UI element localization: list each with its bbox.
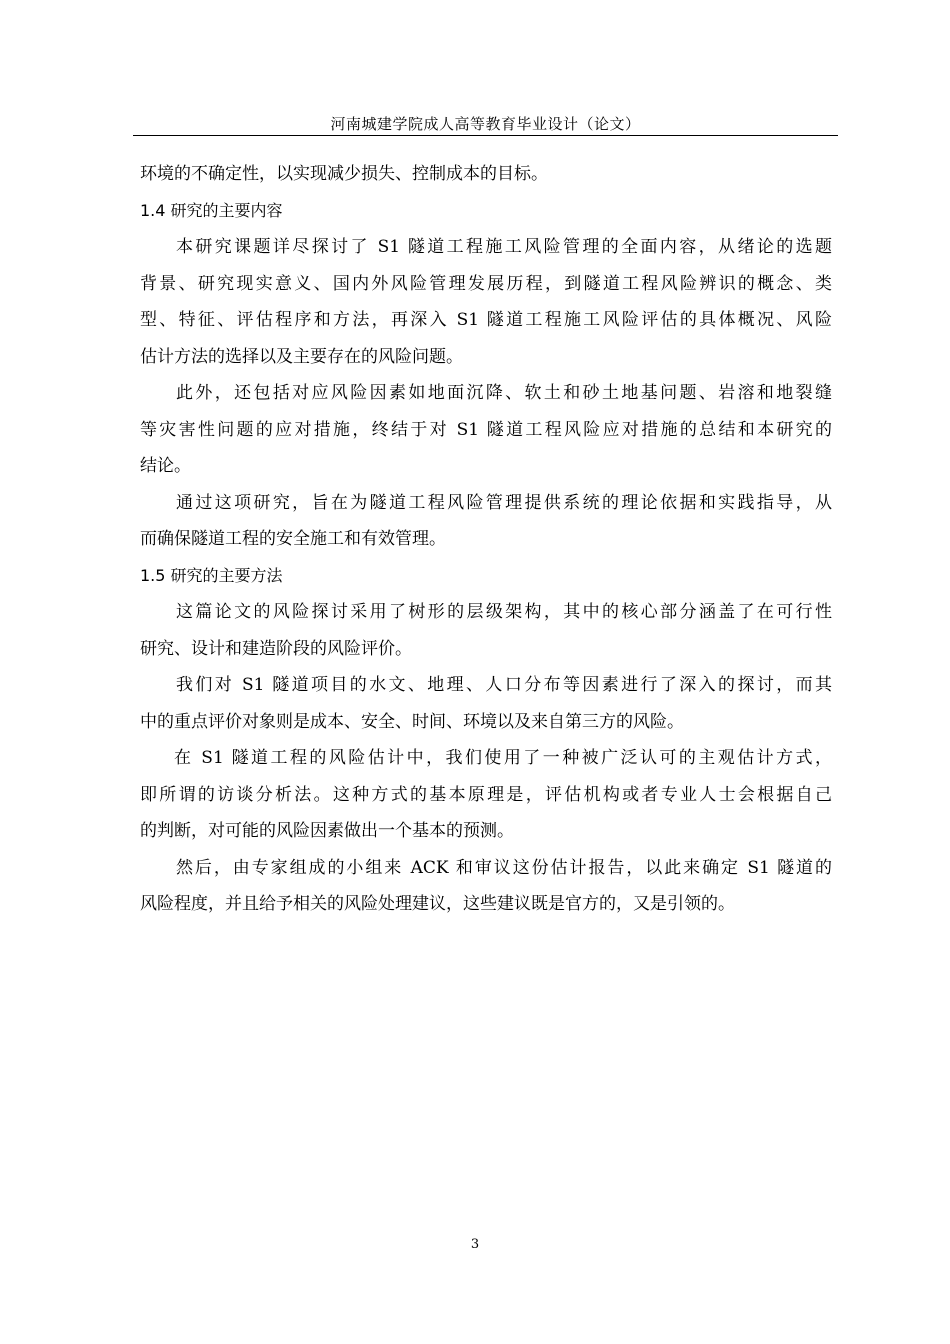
paragraph-line: 通过这项研究，旨在为隧道工程风险管理提供系统的理论依据和实践指导，从 [176,492,832,513]
paragraph-line: 型、特征、评估程序和方法，再深入 S1 隧道工程施工风险评估的具体概况、风险 [140,310,832,330]
paragraph-line: 此外，还包括对应风险因素如地面沉降、软土和砂土地基问题、岩溶和地裂缝 [176,383,832,403]
section-heading-1-5: 1.5 研究的主要方法 [140,565,283,585]
paragraph-line: 在 S1 隧道工程的风险估计中，我们使用了一种被广泛认可的主观估计方式， [174,748,832,768]
page-body [140,156,832,923]
header-divider [133,135,838,136]
paragraph-line: 中的重点评价对象则是成本、安全、时间、环境以及来自第三方的风险。 [140,711,684,732]
paragraph-line: 风险程度，并且给予相关的风险处理建议，这些建议既是官方的，又是引领的。 [140,894,735,914]
paragraph [140,850,832,923]
paragraph-line: 这篇论文的风险探讨采用了树形的层级架构，其中的核心部分涵盖了在可行性 [176,602,832,622]
paragraph [140,485,832,558]
paragraph-line: 结论。 [140,456,191,476]
paragraph [140,740,832,850]
page-number: 3 [470,1237,480,1252]
paragraph-line: 而确保隧道工程的安全施工和有效管理。 [140,529,446,549]
section-heading-1-4: 1.4 研究的主要内容 [140,200,283,220]
paragraph-line: 背景、研究现实意义、国内外风险管理发展历程，到隧道工程风险辨识的概念、类 [140,273,832,294]
paragraph [140,375,832,485]
running-header: 河南城建学院成人高等教育毕业设计（论文） [330,115,641,133]
carryover-line: 环境的不确定性，以实现减少损失、控制成本的目标。 [140,164,548,184]
paragraph-line: 等灾害性问题的应对措施，终结于对 S1 隧道工程风险应对措施的总结和本研究的 [140,419,832,440]
paragraph-line: 估计方法的选择以及主要存在的风险问题。 [140,346,463,367]
paragraph-line: 的判断，对可能的风险因素做出一个基本的预测。 [140,821,514,841]
paragraph-line: 然后，由专家组成的小组来 ACK 和审议这份估计报告，以此来确定 S1 隧道的 [176,857,832,878]
paragraph-line: 即所谓的访谈分析法。这种方式的基本原理是，评估机构或者专业人士会根据自己 [140,784,832,805]
paragraph-line: 我们对 S1 隧道项目的水文、地理、人口分布等因素进行了深入的探讨，而其 [176,675,832,695]
paragraph [140,667,832,740]
paragraph [140,594,832,667]
paragraph [140,229,832,375]
paragraph-line: 本研究课题详尽探讨了 S1 隧道工程施工风险管理的全面内容，从绪论的选题 [176,237,832,257]
paragraph-line: 研究、设计和建造阶段的风险评价。 [140,638,412,659]
